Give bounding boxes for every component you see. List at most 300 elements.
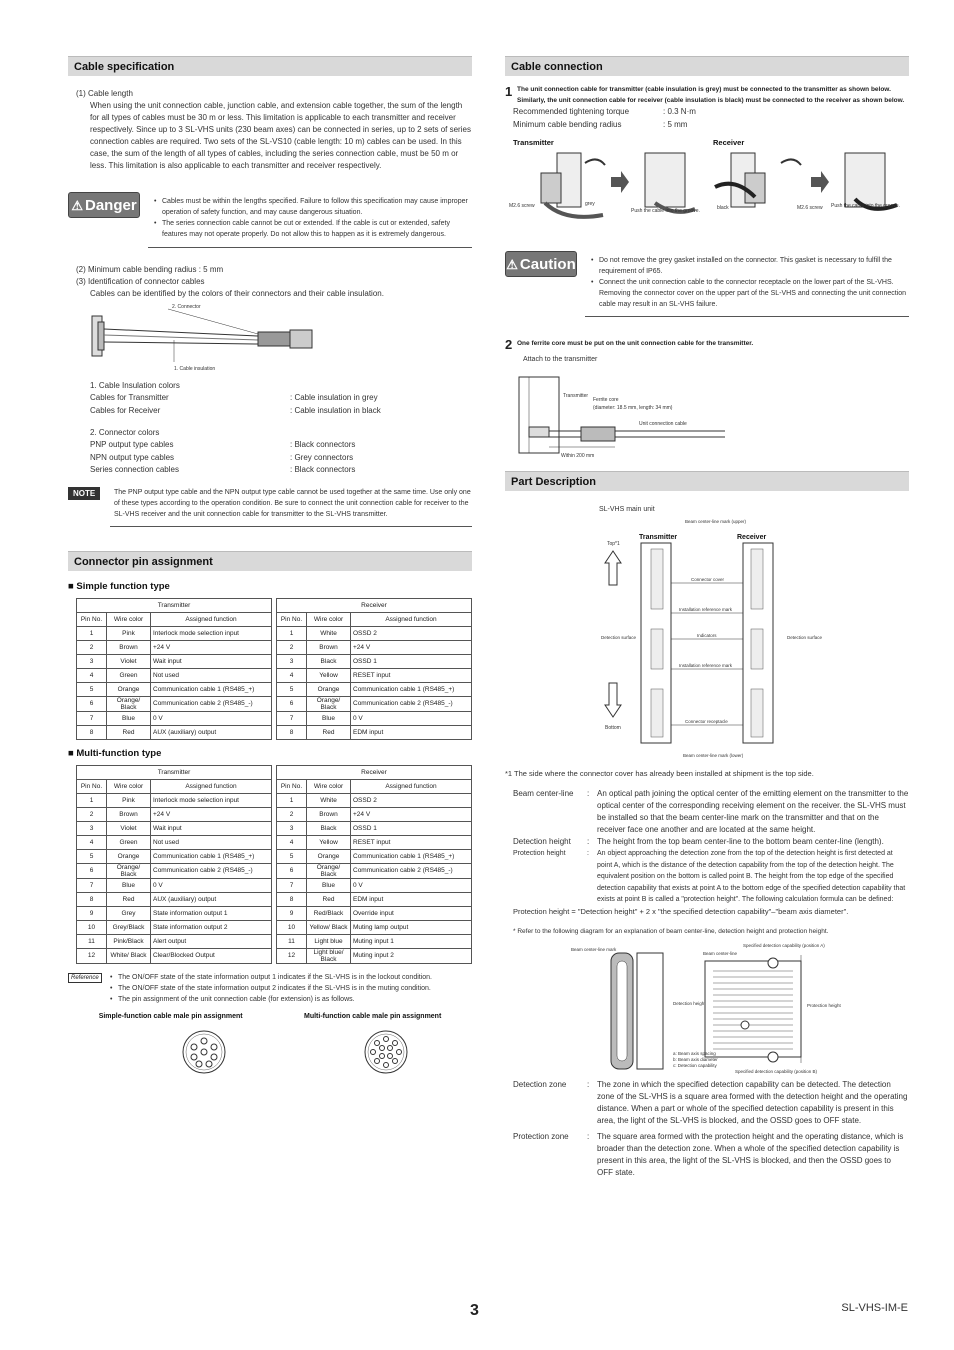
refer-note: * Refer to the following diagram for an explanation of beam center-line, detection height and protection height. [513, 927, 829, 935]
position-a-label: Specified detection capability (position A) [743, 942, 825, 948]
wire-color-cell: Orange/ Black [107, 863, 151, 878]
caution-item: • Do not remove the grey gasket installed on the connector. This gasket is necessary to fulfill the requirement of IP65. [589, 255, 909, 277]
radius-row [505, 119, 909, 132]
def-value: The zone in which the specified detection capability can be detected. The detection zone of the SL-VHS is a square area formed with the detection height and the operating distance. When a part or whole of the specified detection capability is present in this area, the light of the SL-VHS is blocked, and the OSSD goes to OFF state. [597, 1079, 908, 1125]
column-header: Assigned function [351, 779, 472, 793]
pin-cell: 7 [277, 878, 307, 892]
wire-color-cell: Violet [107, 654, 151, 668]
table-row [277, 892, 472, 906]
danger-item: • Cables must be within the lengths specified. Failure to follow this specification may cause improper operation of safety function, and may cause dangerous situation. [152, 196, 472, 218]
pin-cell: 8 [77, 893, 107, 907]
table-row [277, 863, 472, 878]
pin-cell: 1 [277, 626, 307, 640]
row-key: Cables for Transmitter [90, 393, 169, 402]
table-row [277, 668, 472, 682]
row-value: : Black connectors [290, 440, 356, 449]
function-cell: OSSD 2 [351, 793, 472, 807]
column-header: Wire color [307, 779, 351, 793]
wire-color-cell: Orange/ Black [107, 696, 151, 711]
function-cell: OSSD 2 [351, 626, 472, 640]
function-cell: 0 V [151, 711, 272, 725]
table-row [77, 640, 272, 654]
note-block [68, 487, 472, 527]
cable-length-body: When using the unit connection cable, junction cable, and extension cable together, the sum of the length for all types of cables must be 30 m or less. This limitation is applicable to each transmitter and receiver respectively. Since up to 3 SL-VHS units (230 beam axes) can be connected in series, up to 2 sets of series connection cables are required. Two sets of the SL-VS10 (cable length: 10 m) cables can be used. In this case, the sum of the length of all types of cables, including the series connection cable, must be 50 m or less. This limitation is also applicable to each transmitter and receiver respectively. [90, 101, 471, 170]
function-cell: Muting input 2 [351, 948, 472, 963]
table-row [77, 907, 272, 921]
table-row [77, 807, 272, 821]
pin-cell: 8 [77, 725, 107, 739]
def-row: Protection zone : The square area formed with the protection height and the operating distance, which is broader than the detection zone. When a whole of the specified detection capability is present in this area, the light of the SL-VHS is blocked, and then the OSSD goes to OFF state. [513, 1131, 909, 1179]
def-row: Detection height : The height from the top beam center-line to the bottom beam center-line (length). [513, 836, 909, 848]
def-value: The height from the top beam center-line to the bottom beam center-line (length). [597, 837, 884, 846]
indicators-label: Indicators [697, 633, 717, 638]
row-key: Cables for Receiver [90, 405, 161, 415]
simple-title-text: Simple function type [76, 580, 170, 592]
function-cell: +24 V [351, 640, 472, 654]
black-label: black [717, 205, 729, 211]
function-cell: Communication cable 1 (RS485_+) [351, 682, 472, 696]
cable-label: Unit connection cable [639, 421, 687, 427]
wire-color-cell: Blue [307, 711, 351, 725]
pin-cell: 4 [277, 835, 307, 849]
step-1-text: The unit connection cable for transmitter (cable insulation is grey) must be connected to the transmitter as shown below. Similarly, the unit connection cable for receiver (cable insulation is black) must be connected to the receiver as shown below. [517, 86, 905, 104]
column-header: Assigned function [151, 779, 272, 793]
function-cell: EDM input [351, 892, 472, 906]
pin-cell: 1 [77, 626, 107, 640]
multi-pin-title: Multi-function cable male pin assignment [304, 1012, 442, 1020]
function-cell: Muting input 1 [351, 934, 472, 948]
pin-cell: 12 [77, 949, 107, 963]
bending-radius: (2) Minimum cable bending radius : 5 mm [76, 265, 224, 274]
wire-color-cell: Brown [307, 807, 351, 821]
zone-definitions [505, 1079, 909, 1179]
simple-pin-title: Simple-function cable male pin assignment [98, 1012, 243, 1020]
d2-transmitter-label: Transmitter [563, 393, 589, 399]
caution-block [505, 251, 909, 317]
pin-cell: 2 [77, 807, 107, 821]
wire-color-cell: Red [307, 892, 351, 906]
table-row [77, 626, 272, 640]
detection-surface-label: Detection surface [601, 635, 637, 640]
step-2-number: 2 [505, 337, 513, 352]
table-row [77, 835, 272, 849]
table-row [277, 934, 472, 948]
function-cell: Communication cable 2 (RS485_-) [351, 863, 472, 878]
page-number: 3 [470, 1302, 479, 1319]
pin-cell: 12 [277, 948, 307, 963]
danger-label: Danger [84, 197, 137, 214]
table-row [277, 878, 472, 892]
wire-color-cell: Light blue/ Black [307, 948, 351, 963]
beam-mark-label: Beam center-line mark [571, 946, 617, 952]
wire-color-cell: Brown [107, 807, 151, 821]
table-row [77, 725, 272, 739]
table-row [277, 654, 472, 668]
def-value: The square area formed with the protection height and the operating distance, which is broader than the detection zone. When a whole of the specified detection capability is present in this area, the light of the SL-VHS is blocked, and then the OSSD goes to OFF state. [597, 1131, 904, 1177]
beam-upper-label: Beam center-line mark (upper) [685, 519, 747, 524]
connector-colors-title: 2. Connector colors [90, 428, 160, 437]
function-cell: RESET input [351, 835, 472, 849]
protection-height-label: Protection height [807, 1002, 841, 1008]
table-row [277, 711, 472, 725]
multi-rx-table [276, 765, 472, 964]
danger-list [148, 192, 472, 248]
position-b-label: Specified detection capability (position B) [735, 1068, 818, 1074]
cable-spec-heading: Cable specification [68, 56, 472, 76]
pin-cell: 2 [277, 807, 307, 821]
wire-color-cell: Green [107, 668, 151, 682]
cable-diagram [68, 304, 472, 374]
pin-cell: 1 [77, 793, 107, 807]
danger-badge [68, 192, 140, 218]
caution-label: Caution [519, 256, 576, 273]
multi-tx-table [76, 765, 272, 964]
connector-row [76, 452, 472, 465]
table-row [77, 793, 272, 807]
connector-row [76, 439, 472, 452]
main-unit-label: SL-VHS main unit [599, 506, 655, 513]
m26-screw-label-rx: M2.6 screw [797, 205, 823, 211]
def-key: Protection zone [513, 1131, 569, 1141]
function-cell: +24 V [151, 807, 272, 821]
table-row [277, 640, 472, 654]
step-1-number: 1 [505, 84, 513, 99]
function-cell: Interlock mode selection input [151, 626, 272, 640]
pin-cell: 5 [77, 682, 107, 696]
table-row [277, 906, 472, 920]
table-row [277, 793, 472, 807]
simple-tables [68, 598, 472, 740]
wire-color-cell: Black [307, 821, 351, 835]
function-cell: Alert output [151, 935, 272, 949]
step-2 [505, 337, 909, 352]
pin-cell: 10 [277, 920, 307, 934]
arrow-down-icon [605, 683, 621, 717]
arrow-right-icon [811, 171, 829, 193]
column-header: Wire color [107, 612, 151, 626]
part-description-diagram [505, 499, 909, 767]
row-value: : Cable insulation in black [290, 405, 381, 415]
column-header: Wire color [307, 612, 351, 626]
wire-color-cell: Yellow [307, 835, 351, 849]
reference-list [108, 972, 472, 1005]
tx-label: Transmitter [513, 138, 554, 147]
column-header: Assigned function [351, 612, 472, 626]
danger-block [68, 192, 472, 248]
pin-cell: 3 [277, 821, 307, 835]
table-row [277, 920, 472, 934]
pin-cell: 3 [277, 654, 307, 668]
function-cell: 0 V [351, 878, 472, 892]
part-desc-heading: Part Description [505, 471, 909, 491]
reference-item: • The ON/OFF state of the state information output 2 indicates if the SL-VHS is in the muting condition. [108, 983, 472, 994]
function-cell: RESET input [351, 668, 472, 682]
wire-color-cell: Pink [107, 793, 151, 807]
pin-cell: 4 [77, 835, 107, 849]
protection-height-diagram [505, 941, 909, 1075]
identification-body: Cables can be identified by the colors of their connectors and their cable insulation. [90, 289, 384, 298]
cable-connection-diagram [505, 137, 909, 235]
def-key: Detection zone [513, 1079, 567, 1089]
arrow-up-icon [605, 551, 621, 585]
reference-badge: Reference [68, 973, 102, 983]
insulation-label: 1. Cable insulation [174, 366, 216, 372]
table-row [77, 949, 272, 963]
pin-cell: 11 [77, 935, 107, 949]
function-cell: Communication cable 2 (RS485_-) [151, 863, 272, 878]
row-value: : 5 mm [663, 119, 688, 129]
wire-color-cell: Blue [107, 879, 151, 893]
left-column [68, 56, 472, 1080]
insulation-row [76, 392, 472, 405]
table-row [77, 821, 272, 835]
function-cell: OSSD 1 [351, 821, 472, 835]
wire-color-cell: Blue [107, 711, 151, 725]
pin-cell: 7 [277, 711, 307, 725]
detection-surface-label-rx: Detection surface [787, 635, 823, 640]
arrow-right-icon [611, 171, 629, 193]
pin-cell: 2 [277, 640, 307, 654]
wire-color-cell: White [307, 793, 351, 807]
pin-cell: 5 [277, 849, 307, 863]
function-cell: +24 V [351, 807, 472, 821]
pin-assignment-diagrams [68, 1024, 472, 1080]
beam-lower-label: Beam center-line mark (lower) [683, 753, 744, 758]
step-1 [505, 84, 909, 106]
row-value: : Grey connectors [290, 452, 354, 462]
simple-pin-connector-icon [183, 1031, 225, 1073]
pin-cell: 10 [77, 921, 107, 935]
row-key: Series connection cables [90, 465, 179, 474]
pin-cell: 6 [77, 863, 107, 878]
def-row: Protection height : An object approaching the detection zone from the top of the detection height is first detected at point A, which is the distance of the detection capability from the top of the detection height. The equivalent position on the bottom is called point B. The height from the top edge of the specified detection capability that exists at point A to the bottom edge of the specified detection capability that exists at point B is called a "protection height". The following calculation formula can be defined: [513, 848, 909, 906]
reference-item: • The pin assignment of the unit connection cable (for extension) is as follows. [108, 994, 472, 1005]
wire-color-cell: Grey [107, 907, 151, 921]
doc-code: SL-VHS-IM-E [841, 1302, 908, 1314]
column-header: Pin No. [77, 612, 107, 626]
definitions [505, 788, 909, 918]
multi-function-title: ■ Multi-function type [68, 747, 162, 759]
footnote: *1 The side where the connector cover has already been installed at shipment is the top side. [505, 769, 814, 778]
within-label: Within 200 mm [561, 453, 595, 459]
wire-color-cell: Yellow/ Black [307, 920, 351, 934]
row-value: : Black connectors [290, 465, 356, 474]
wire-color-cell: Red [107, 893, 151, 907]
wire-color-cell: Pink/Black [107, 935, 151, 949]
pin-assignment-titles [68, 1013, 472, 1020]
wire-color-cell: Orange/ Black [307, 863, 351, 878]
function-cell: +24 V [151, 640, 272, 654]
top-label: Top*1 [607, 541, 620, 547]
pin-cell: 4 [77, 668, 107, 682]
identification-title: (3) Identification of connector cables [76, 277, 205, 286]
push-label-rx: Push the cable into the groove. [831, 203, 900, 209]
function-cell: Clear/Blocked Output [151, 949, 272, 963]
function-cell: Muting lamp output [351, 920, 472, 934]
pin-cell: 8 [277, 725, 307, 739]
pin-assign-heading: Connector pin assignment [68, 551, 472, 571]
install-ref-label: Installation reference mark [679, 607, 733, 612]
table-row [277, 821, 472, 835]
caution-item: • Connect the unit connection cable to the connector receptacle on the lower part of the SL-VHS. Removing the connector cover on the upper part of the SL-VHS and connecting the unit connection cable may result in an SL-VHS failure. [589, 277, 909, 310]
function-cell: EDM input [351, 725, 472, 739]
table-side-header: Transmitter [77, 765, 272, 779]
function-cell: State information output 2 [151, 921, 272, 935]
function-cell: Communication cable 1 (RS485_+) [151, 849, 272, 863]
function-cell: Wait input [151, 654, 272, 668]
wire-color-cell: Orange/ Black [307, 696, 351, 711]
table-row [77, 879, 272, 893]
function-cell: 0 V [151, 879, 272, 893]
table-row [277, 682, 472, 696]
table-row [77, 654, 272, 668]
connector-receptacle-label: Connector receptacle [685, 719, 728, 724]
cable-connection-heading: Cable connection [505, 56, 909, 76]
table-row [277, 696, 472, 711]
wire-color-cell: Black [307, 654, 351, 668]
function-cell: Communication cable 1 (RS485_+) [351, 849, 472, 863]
wire-color-cell: Violet [107, 821, 151, 835]
column-header: Pin No. [277, 779, 307, 793]
pd-tx-label: Transmitter [639, 534, 678, 541]
table-side-header: Receiver [277, 598, 472, 612]
column-header: Pin No. [77, 779, 107, 793]
reference-block [68, 972, 472, 1005]
wire-color-cell: Red/Black [307, 906, 351, 920]
step-2-text: One ferrite core must be put on the unit connection cable for the transmitter. [517, 340, 754, 347]
bottom-label: Bottom [605, 725, 621, 731]
wire-color-cell: Red [307, 725, 351, 739]
wire-color-cell: Green [107, 835, 151, 849]
pin-cell: 5 [77, 849, 107, 863]
wire-color-cell: Yellow [307, 668, 351, 682]
pin-cell: 9 [77, 907, 107, 921]
row-key: Recommended tightening torque [513, 107, 630, 116]
table-row [77, 893, 272, 907]
wire-color-cell: Blue [307, 878, 351, 892]
caution-badge [505, 251, 577, 277]
pin-cell: 3 [77, 654, 107, 668]
multi-title-text: Multi-function type [76, 747, 162, 759]
connector-cover-label: Connector cover [691, 577, 725, 582]
function-cell: Communication cable 1 (RS485_+) [151, 682, 272, 696]
table-row [277, 849, 472, 863]
function-cell: 0 V [351, 711, 472, 725]
ferrite-dim-label: (diameter: 18.5 mm, length: 34 mm) [593, 405, 673, 411]
grey-label: grey [585, 201, 595, 207]
multi-tables [68, 765, 472, 964]
pin-cell: 7 [77, 711, 107, 725]
ferrite-diagram [505, 371, 909, 463]
function-cell: Communication cable 2 (RS485_-) [151, 696, 272, 711]
function-cell: Interlock mode selection input [151, 793, 272, 807]
row-key: NPN output type cables [90, 452, 175, 462]
m26-screw-label: M2.6 screw [509, 203, 535, 209]
legend-b: b: Beam axis diameter [673, 1056, 718, 1062]
function-cell: Not used [151, 668, 272, 682]
reference-item: • The ON/OFF state of the state information output 1 indicates if the SL-VHS is in the lockout condition. [108, 972, 472, 983]
table-row [77, 935, 272, 949]
insulation-colors-title: 1. Cable Insulation colors [90, 381, 180, 390]
wire-color-cell: Grey/Black [107, 921, 151, 935]
formula: Protection height = "Detection height" + 2 x "the specified detection capability"–"beam axis diameter". [513, 906, 849, 916]
function-cell: Override input [351, 906, 472, 920]
table-row [277, 835, 472, 849]
note-badge: NOTE [68, 487, 100, 500]
wire-color-cell: Brown [307, 640, 351, 654]
warning-icon: ⚠ [71, 198, 83, 213]
def-key: Detection height [513, 837, 571, 846]
multi-pin-connector-icon [365, 1031, 407, 1073]
push-label: Push the cable into the groove. [631, 208, 700, 214]
pin-cell: 6 [77, 696, 107, 711]
wire-color-cell: Orange [307, 849, 351, 863]
column-header: Wire color [107, 779, 151, 793]
def-row: Detection zone : The zone in which the specified detection capability can be detected. The detection zone of the SL-VHS is a square area formed with the detection height and the operating distance. When a part or whole of the specified detection capability is present in this area, the light of the SL-VHS is blocked, and the OSSD goes to OFF state. [513, 1079, 908, 1125]
table-row [77, 921, 272, 935]
step-2-sub: Attach to the transmitter [523, 356, 598, 363]
def-key: Beam center-line [513, 789, 574, 798]
wire-color-cell: White [307, 626, 351, 640]
wire-color-cell: Light blue [307, 934, 351, 948]
wire-color-cell: Pink [107, 626, 151, 640]
function-cell: State information output 1 [151, 907, 272, 921]
table-row [77, 682, 272, 696]
pin-cell: 6 [277, 696, 307, 711]
detection-height-label: Detection height [673, 1000, 706, 1006]
table-row [77, 668, 272, 682]
pin-cell: 4 [277, 668, 307, 682]
pin-cell: 11 [277, 934, 307, 948]
def-value: An object approaching the detection zone from the top of the detection height is first detected at point A, which is the distance of the detection capability from the top of the detection height. The equivalent position on the bottom is called point B. The height from the top edge of the specified detection capability that exists at point A to the bottom edge of the specified detection capability that exists at point B is called a "protection height". The following calculation formula can be defined: [597, 850, 906, 903]
warning-icon: ⚠ [506, 257, 518, 272]
row-key: PNP output type cables [90, 440, 174, 449]
torque-row [505, 106, 909, 119]
wire-color-cell: Orange [107, 682, 151, 696]
row-value: : 0.3 N·m [663, 107, 696, 116]
table-row [277, 948, 472, 963]
wire-color-cell: Orange [307, 682, 351, 696]
legend-c: c: Detection capability [673, 1062, 717, 1068]
pin-cell: 2 [77, 640, 107, 654]
wire-color-cell: Orange [107, 849, 151, 863]
pin-cell: 6 [277, 863, 307, 878]
function-cell: Wait input [151, 821, 272, 835]
wire-color-cell: Brown [107, 640, 151, 654]
pin-cell: 9 [277, 906, 307, 920]
pd-rx-label: Receiver [737, 534, 767, 541]
function-cell: AUX (auxiliary) output [151, 725, 272, 739]
table-row [77, 863, 272, 878]
install-ref-label-2: Installation reference mark [679, 663, 733, 668]
simple-function-title: ■ Simple function type [68, 580, 170, 592]
table-row [277, 626, 472, 640]
wire-color-cell: Red [107, 725, 151, 739]
function-cell: OSSD 1 [351, 654, 472, 668]
table-row [277, 807, 472, 821]
simple-rx-table [276, 598, 472, 740]
table-row [77, 711, 272, 725]
def-key: Protection height [513, 850, 566, 857]
column-header: Assigned function [151, 612, 272, 626]
table-row [77, 696, 272, 711]
caution-list [585, 251, 909, 317]
table-side-header: Transmitter [77, 598, 272, 612]
ferrite-label: Ferrite core [593, 397, 619, 403]
danger-item: • The series connection cable cannot be cut or extended. If the cable is cut or extended, safety features may not operate properly. Do not allow this to happen as it is extremely dangerous. [152, 218, 472, 240]
def-value: An optical path joining the optical center of the emitting element on the transmitter to the optical center of the corresponding receiving element on the receiver. the SL-VHS must be installed so that the beam center-line mark on the transmitter and that on the receiver face one another and are located at the same height. [597, 789, 909, 834]
legend-a: a: Beam axis spacing [673, 1050, 716, 1056]
